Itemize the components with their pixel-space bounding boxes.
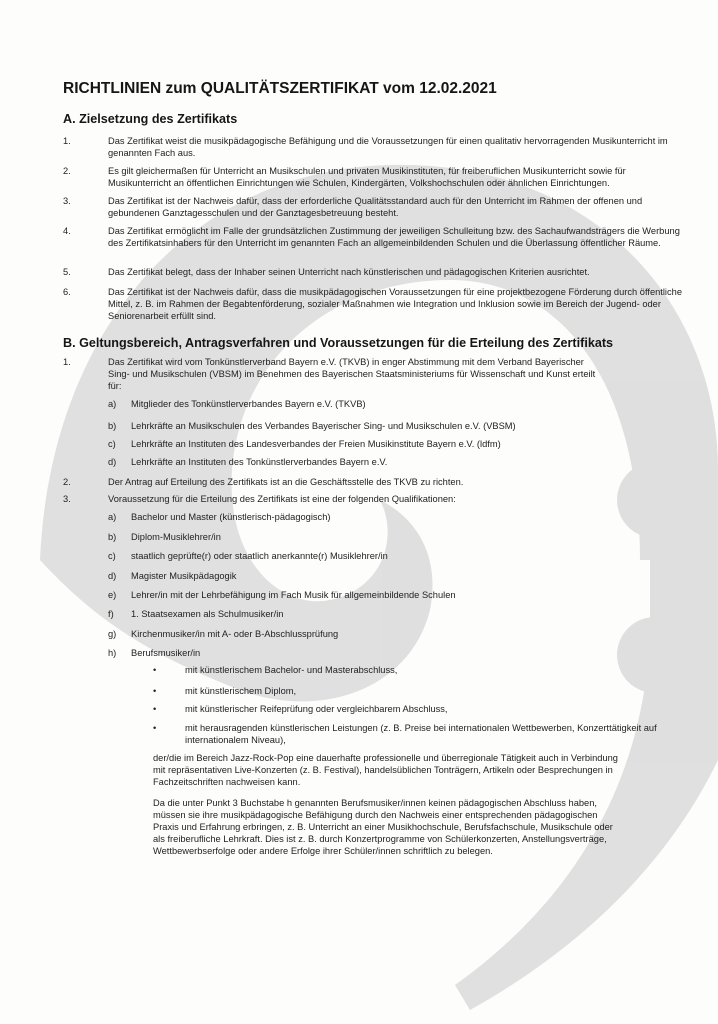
sub-letter: d)	[108, 571, 117, 581]
sub-text: Bachelor und Master (künstlerisch-pädagogisch)	[131, 512, 331, 522]
sub-text: Lehrer/in mit der Lehrbefähigung im Fach Musik für allgemeinbildende Schulen	[131, 590, 456, 600]
sub-letter: h)	[108, 648, 117, 658]
section-b-heading: B. Geltungsbereich, Antragsverfahren und Voraussetzungen für die Erteilung des Zertifikats	[63, 336, 614, 350]
sub-letter: c)	[108, 439, 116, 449]
sub-text: Lehrkräfte an Instituten des Tonkünstlerverbandes Bayern e.V.	[131, 457, 388, 467]
paragraph-berufsmusiker-nachweis: Da die unter Punkt 3 Buchstabe h genannten Berufsmusiker/innen keinen pädagogischen Abschluss haben, müssen sie ihre musikpädagogische Befähigung durch den Nachweis einer entsprechenden pädagogischen Praxis und Erfahrung erbringen, z. B. Unterricht an einer Musikhochschule, Berufsfachschule, Musikschule oder als freiberufliche Lehrkraft. Dies ist z. B. durch Konzertprogramme von Schülerkonzerten, Anstellungsverträge, Wettbewerbserfolge oder andere Erfolge ihrer Schüler/innen schriftlich zu belegen.	[153, 798, 613, 856]
sub-text: Magister Musikpädagogik	[131, 571, 237, 581]
sub-text: Diplom-Musiklehrer/in	[131, 532, 221, 542]
item-number: 2.	[63, 477, 71, 487]
sub-letter: a)	[108, 399, 117, 409]
bullet-text: mit herausragenden künstlerischen Leistungen (z. B. Preise bei internationalen Wettbewerben, Konzerttätigkeit auf internationalem Niveau),	[185, 723, 657, 745]
item-text: Das Zertifikat ist der Nachweis dafür, dass die musikpädagogischen Voraussetzungen für eine projektbezogene Förderung durch öffentliche Mittel, z. B. im Rahmen der Begabtenförderung, sozialer Maßnahmen wie Integration und Inklusion sowie im Bereich der Jugend- oder Seniorenarbeit erfüllt sind.	[108, 287, 682, 321]
section-a-heading: A. Zielsetzung des Zertifikats	[63, 112, 238, 126]
item-number: 5.	[63, 267, 71, 277]
document-title: RICHTLINIEN zum QUALITÄTSZERTIFIKAT vom 12.02.2021	[63, 80, 497, 97]
item-number: 1.	[63, 136, 71, 146]
bullet-text: mit künstlerischem Bachelor- und Masterabschluss,	[185, 665, 398, 675]
item-text: Der Antrag auf Erteilung des Zertifikats ist an die Geschäftsstelle des TKVB zu richten.	[108, 477, 464, 487]
sub-text: Berufsmusiker/in	[131, 648, 201, 658]
sub-letter: b)	[108, 421, 117, 431]
bullet-text: mit künstlerischem Diplom,	[185, 686, 297, 696]
paragraph-jazz-rock-pop: der/die im Bereich Jazz-Rock-Pop eine dauerhafte professionelle und überregionale Tätigkeit auch in Verbindung mit repräsentativen Live-Konzerten (z. B. Festival), handelsüblichen Tonträgern, Artikeln oder Besprechungen in Fachzeitschriften nachweisen kann.	[153, 753, 618, 787]
item-text: Das Zertifikat ermöglicht im Falle der grundsätzlichen Zustimmung der jeweiligen Schulleitung bzw. des Sachaufwandsträgers die Werbung des Zertifikatsinhabers für den Unterricht im genannten Fach an allgemeinbildenden Schulen und die Überlassung öffentlicher Räume.	[108, 226, 680, 248]
sub-text: 1. Staatsexamen als Schulmusiker/in	[131, 609, 284, 619]
sub-letter: g)	[108, 629, 117, 639]
sub-text: Mitglieder des Tonkünstlerverbandes Bayern e.V. (TKVB)	[131, 399, 366, 409]
bullet-icon: •	[153, 686, 157, 696]
sub-letter: b)	[108, 532, 117, 542]
sub-text: Lehrkräfte an Musikschulen des Verbandes Bayerischer Sing- und Musikschulen e.V. (VBSM)	[131, 421, 516, 431]
item-text: Voraussetzung für die Erteilung des Zertifikats ist eine der folgenden Qualifikationen:	[108, 494, 456, 504]
sub-letter: e)	[108, 590, 117, 600]
item-number: 3.	[63, 196, 71, 206]
item-text: Das Zertifikat belegt, dass der Inhaber seinen Unterricht nach künstlerischen und pädagogischen Kriterien ausrichtet.	[108, 267, 590, 277]
item-text: Das Zertifikat weist die musikpädagogische Befähigung und die Voraussetzungen für einen qualitativ hervorragenden Musikunterricht im genannten Fach aus.	[108, 136, 668, 158]
item-number: 4.	[63, 226, 71, 236]
sub-letter: d)	[108, 457, 117, 467]
item-number: 1.	[63, 357, 71, 367]
sub-letter: f)	[108, 609, 114, 619]
sub-text: staatlich geprüfte(r) oder staatlich anerkannte(r) Musiklehrer/in	[131, 551, 388, 561]
bullet-text: mit künstlerischer Reifeprüfung oder vergleichbarem Abschluss,	[185, 704, 448, 714]
sub-text: Lehrkräfte an Instituten des Landesverbandes der Freien Musikinstitute Bayern e.V. (ldfm)	[131, 439, 501, 449]
bullet-icon: •	[153, 704, 157, 714]
item-number: 3.	[63, 494, 71, 504]
item-text: Das Zertifikat ist der Nachweis dafür, dass der erforderliche Qualitätsstandard auch für den Unterricht im Rahmen der offenen und gebundenen Ganztagesschulen und der Ganztagesbetreuung besteht.	[108, 196, 643, 218]
item-text: Das Zertifikat wird vom Tonkünstlerverband Bayern e.V. (TKVB) in enger Abstimmung mit dem Verband Bayerischer Sing- und Musikschulen (VBSM) im Benehmen des Bayerischen Staatsministeriums für Wissenschaft und Kunst erteilt für:	[108, 357, 596, 391]
sub-letter: a)	[108, 512, 117, 522]
item-number: 6.	[63, 287, 71, 297]
item-number: 2.	[63, 166, 71, 176]
sub-letter: c)	[108, 551, 116, 561]
item-text: Es gilt gleichermaßen für Unterricht an Musikschulen und privaten Musikinstituten, für freiberuflichen Musikunterricht sowie für Musikunterricht an öffentlichen Einrichtungen wie Schulen, Kindergärten, Volkshochschulen oder ähnlichen Einrichtungen.	[108, 166, 626, 188]
bullet-icon: •	[153, 665, 157, 675]
sub-text: Kirchenmusiker/in mit A- oder B-Abschlussprüfung	[131, 629, 339, 639]
bullet-icon: •	[153, 723, 157, 733]
